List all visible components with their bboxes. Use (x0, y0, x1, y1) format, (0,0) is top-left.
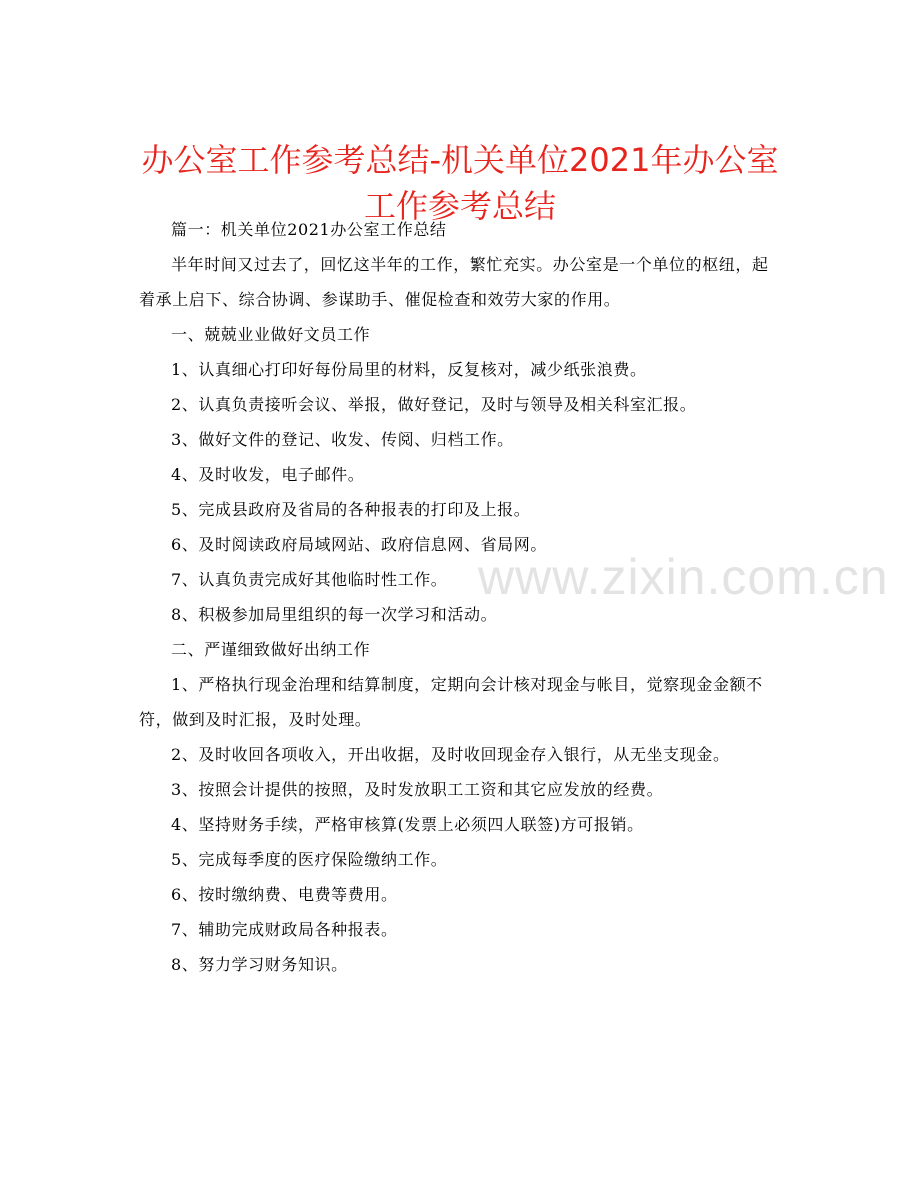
list-item: 8、积极参加局里组织的每一次学习和活动。 (171, 605, 498, 624)
document-title: 办公室工作参考总结-机关单位2021年办公室工作参考总结 (141, 141, 779, 226)
list-item: 4、及时收发，电子邮件。 (171, 465, 365, 484)
list-item: 3、做好文件的登记、收发、传阅、归档工作。 (171, 430, 514, 449)
list-item: 6、按时缴纳费、电费等费用。 (171, 885, 398, 904)
list-item: 1、严格执行现金治理和结算制度，定期向会计核对现金与帐目，觉察现金金额不符，做到及时汇报，及时处理。 (139, 675, 763, 729)
paragraph-intro: 半年时间又过去了，回忆这半年的工作，繁忙充实。办公室是一个单位的枢纽，起着承上启下、综合协调、参谋助手、催促检查和效劳大家的作用。 (139, 255, 769, 309)
list-item: 2、认真负责接听会议、举报，做好登记，及时与领导及相关科室汇报。 (171, 395, 697, 414)
list-item: 2、及时收回各项收入，开出收据，及时收回现金存入银行，从无坐支现金。 (171, 745, 730, 764)
section-heading-2: 二、严谨细致做好出纳工作 (171, 640, 371, 659)
list-item: 5、完成县政府及省局的各种报表的打印及上报。 (171, 500, 531, 519)
watermark: www.zixin.com.cn (478, 549, 889, 605)
document-body (139, 212, 781, 982)
section-heading-1: 一、兢兢业业做好文员工作 (171, 325, 371, 344)
list-item: 7、认真负责完成好其他临时性工作。 (171, 570, 448, 589)
list-item: 4、坚持财务手续，严格审核算(发票上必须四人联签)方可报销。 (171, 815, 644, 834)
list-item: 5、完成每季度的医疗保险缴纳工作。 (171, 850, 448, 869)
list-item: 1、认真细心打印好每份局里的材料，反复核对，减少纸张浪费。 (171, 360, 647, 379)
list-item: 8、努力学习财务知识。 (171, 955, 348, 974)
paragraph-subtitle: 篇一：机关单位2021办公室工作总结 (171, 220, 447, 239)
list-item: 6、及时阅读政府局域网站、政府信息网、省局网。 (171, 535, 547, 554)
list-item: 3、按照会计提供的按照，及时发放职工工资和其它应发放的经费。 (171, 780, 664, 799)
list-item: 7、辅助完成财政局各种报表。 (171, 920, 398, 939)
